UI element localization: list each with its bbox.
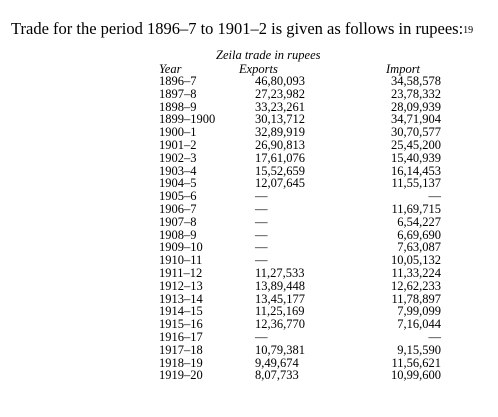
cell-exports: 11,25,169 [255,304,305,319]
cell-exports: 10,79,381 [255,342,305,357]
table-row [159,152,441,165]
table-row [159,216,441,229]
header-exports: Exports [239,62,278,76]
table-row [159,280,441,293]
table-row [159,331,441,344]
cell-import: 11,78,897 [391,291,441,306]
cell-import: 11,33,224 [391,265,441,280]
header-import: Import [386,62,421,76]
cell-import: 25,45,200 [391,137,441,152]
cell-import: 6,54,227 [397,214,441,229]
cell-exports: — [255,240,268,255]
cell-exports: 17,61,076 [255,150,305,165]
cell-import: 7,63,087 [397,240,441,255]
cell-exports: 9,49,674 [255,355,299,370]
cell-exports: — [255,329,268,344]
cell-exports: — [255,227,268,242]
cell-year: 1899–1900 [159,112,216,127]
table-row [159,267,441,280]
cell-import: 9,15,590 [397,342,441,357]
cell-year: 1902–3 [159,150,197,165]
cell-import: 28,09,939 [391,99,441,114]
cell-year: 1914–15 [159,304,203,319]
cell-year: 1904–5 [159,176,197,191]
table-caption: Zeila trade in rupees [216,48,321,62]
cell-year: 1919–20 [159,368,203,383]
cell-year: 1911–12 [159,265,203,280]
cell-year: 1918–19 [159,355,203,370]
cell-import: 30,70,577 [391,125,441,140]
footnote-marker: 19 [463,25,474,36]
cell-exports: — [255,201,268,216]
cell-year: 1915–16 [159,317,203,332]
cell-exports: 13,89,448 [255,278,305,293]
cell-import: 11,55,137 [391,176,441,191]
cell-year: 1898–9 [159,99,197,114]
cell-import: 6,69,690 [397,227,441,242]
header-year: Year [159,62,182,76]
cell-exports: — [255,253,268,268]
cell-year: 1905–6 [159,189,197,204]
cell-exports: 32,89,919 [255,125,305,140]
table-row [159,88,441,101]
cell-import: — [428,329,441,344]
cell-import: 15,40,939 [391,150,441,165]
cell-exports: 33,23,261 [255,99,305,114]
cell-year: 1903–4 [159,163,197,178]
cell-year: 1901–2 [159,137,197,152]
cell-exports: 30,13,712 [255,112,305,127]
table-row [159,203,441,216]
table-row [159,75,441,88]
cell-exports: — [255,189,268,204]
cell-year: 1912–13 [159,278,203,293]
cell-exports: 15,52,659 [255,163,305,178]
cell-exports: 11,27,533 [255,265,305,280]
cell-year: 1917–18 [159,342,203,357]
cell-year: 1908–9 [159,227,197,242]
cell-year: 1907–8 [159,214,197,229]
cell-import: 16,14,453 [391,163,441,178]
table-row [159,369,441,382]
cell-import: 12,62,233 [391,278,441,293]
cell-import: 10,05,132 [391,253,441,268]
cell-year: 1913–14 [159,291,203,306]
cell-exports: 27,23,982 [255,86,305,101]
table-body [159,75,441,382]
cell-import: 10,99,600 [391,368,441,383]
table-row [159,139,441,152]
table-row [159,344,441,357]
cell-year: 1909–10 [159,240,203,255]
cell-exports: 13,45,177 [255,291,305,306]
trade-table [159,63,441,382]
cell-year: 1897–8 [159,86,197,101]
cell-exports: 26,90,813 [255,137,305,152]
intro-paragraph [11,19,473,39]
cell-year: 1896–7 [159,74,197,88]
cell-import: — [428,189,441,204]
cell-exports: 12,07,645 [255,176,305,191]
cell-year: 1900–1 [159,125,197,140]
cell-import: 11,56,621 [391,355,441,370]
intro-text: Trade for the period 1896–7 to 1901–2 is given as follows in rupees: [11,19,464,38]
cell-import: 34,71,904 [391,112,441,127]
cell-import: 34,58,578 [391,74,441,88]
cell-exports: 46,80,093 [255,74,305,88]
table-row [159,177,441,190]
cell-exports: — [255,214,268,229]
cell-year: 1906–7 [159,201,197,216]
cell-exports: 8,07,733 [255,368,299,383]
cell-import: 23,78,332 [391,86,441,101]
cell-exports: 12,36,770 [255,317,305,332]
cell-import: 7,16,044 [397,317,441,332]
cell-year: 1916–17 [159,329,203,344]
cell-import: 7,99,099 [397,304,441,319]
cell-import: 11,69,715 [391,201,441,216]
cell-year: 1910–11 [159,253,203,268]
